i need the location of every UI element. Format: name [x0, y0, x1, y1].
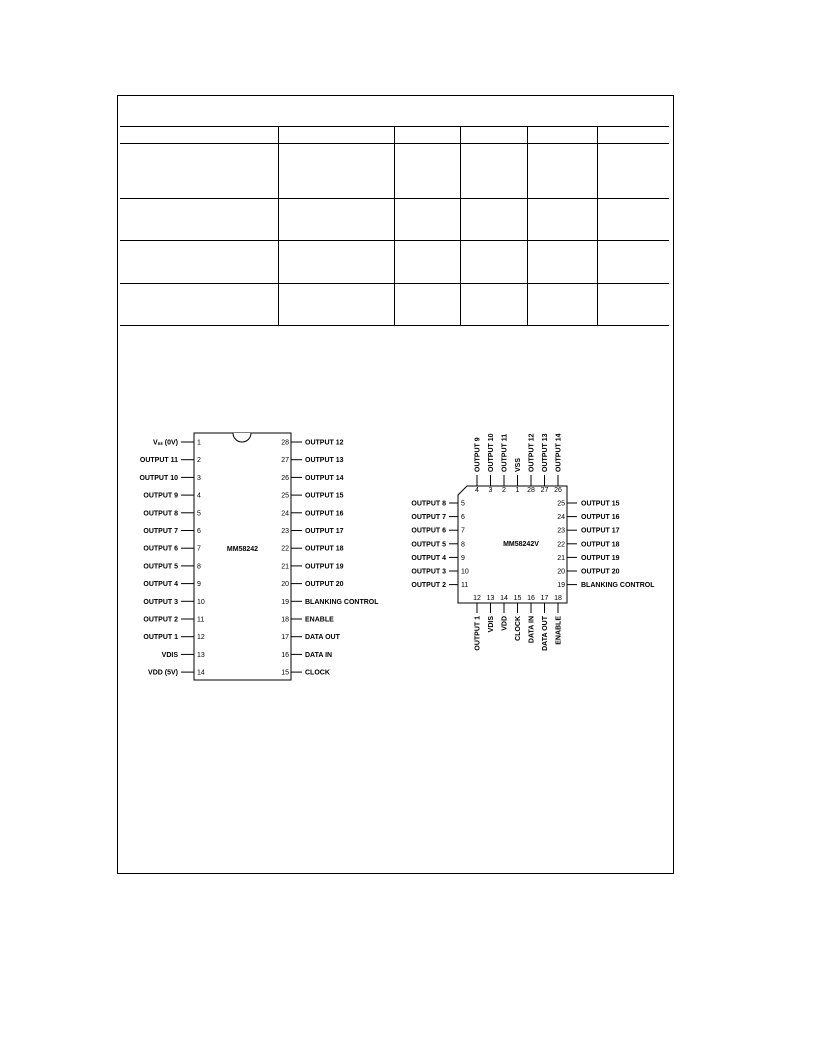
dip-pin-label: OUTPUT 8	[143, 510, 178, 518]
dip-pin-label: CLOCK	[305, 669, 330, 677]
dip-pin-number: 28	[281, 439, 289, 447]
dip-pin-number: 23	[281, 528, 289, 535]
dip-pin-number: 22	[281, 545, 289, 553]
plcc-pin-label: OUTPUT 15	[581, 500, 620, 508]
plcc-pin-number: 26	[554, 487, 562, 494]
dip-pin-number: 18	[281, 616, 289, 624]
dip-pin-label: DATA OUT	[305, 634, 340, 642]
dip-pin-label: OUTPUT 2	[143, 616, 178, 624]
plcc-pin-number: 14	[500, 595, 508, 602]
plcc-pin-number: 23	[557, 527, 565, 535]
plcc-pin-number: 15	[513, 595, 522, 602]
dip-pin-label: VDIS	[161, 651, 178, 659]
plcc-pin-number: 12	[473, 595, 481, 602]
plcc-pin-label: DATA IN	[528, 616, 536, 644]
dip-pin-number: 16	[281, 651, 289, 659]
plcc-pin-label: OUTPUT 10	[488, 433, 495, 472]
plcc-pin-number: 19	[557, 582, 565, 590]
plcc-pin-label: OUTPUT 4	[411, 554, 446, 562]
dip-pin-label: OUTPUT 12	[305, 439, 344, 447]
dip-chip-label: MM58242	[226, 546, 259, 553]
dip-pin-number: 17	[281, 634, 289, 642]
plcc-pin-number: 11	[461, 582, 469, 590]
dip-pin-label: OUTPUT 20	[305, 581, 344, 589]
dip-pin-number: 10	[197, 598, 205, 606]
plcc-pin-label: OUTPUT 6	[411, 527, 446, 535]
dip-pin-label: OUTPUT 6	[143, 545, 178, 553]
dip-pin-label: OUTPUT 13	[305, 457, 344, 465]
dip-pin-number: 3	[197, 474, 201, 482]
dip-pin-number: 12	[197, 634, 205, 642]
dip-pin-label: VDD (5V)	[148, 669, 178, 677]
plcc-pin-label: CLOCK	[515, 616, 522, 641]
dip-pin-label: OUTPUT 14	[305, 474, 344, 482]
plcc-package-diagram	[411, 433, 655, 650]
plcc-pin-number: 1	[515, 487, 520, 494]
plcc-pin-label: OUTPUT 9	[474, 437, 482, 472]
dip-pin-number: 4	[197, 492, 201, 500]
dip-pin-number: 6	[197, 528, 201, 535]
plcc-pin-number: 28	[527, 487, 535, 494]
dip-pin-label: OUTPUT 3	[143, 598, 178, 606]
plcc-pin-number: 21	[557, 554, 565, 562]
plcc-pin-number: 17	[540, 595, 549, 602]
plcc-pin-number: 9	[461, 554, 465, 562]
dip-pin-number: 21	[281, 563, 289, 571]
plcc-pin-number: 2	[502, 487, 506, 494]
plcc-pin-number: 18	[554, 595, 562, 602]
dip-pin-number: 2	[197, 457, 201, 465]
plcc-chip-label: MM58242V	[503, 541, 539, 548]
dip-pin-number: 13	[197, 651, 205, 659]
dip-pin-label: OUTPUT 10	[139, 474, 178, 482]
dip-pin-label: OUTPUT 15	[305, 492, 344, 500]
dip-body	[194, 433, 291, 680]
dip-pin-number: 7	[197, 545, 201, 553]
plcc-pin-number: 10	[461, 568, 469, 576]
dip-pin-label: OUTPUT 1	[143, 634, 178, 642]
plcc-pin-number: 4	[475, 487, 479, 494]
plcc-pin-label: VSS	[515, 457, 522, 472]
plcc-pin-number: 5	[461, 500, 465, 508]
plcc-pin-label: OUTPUT 20	[581, 568, 620, 576]
plcc-pin-number: 20	[557, 568, 565, 576]
dip-pin-label: OUTPUT 16	[305, 510, 344, 518]
dip-pin-label: OUTPUT 19	[305, 563, 344, 571]
dip-pin-number: 11	[197, 616, 205, 624]
dip-pin-label: DATA IN	[305, 651, 333, 659]
plcc-pin-label: OUTPUT 1	[474, 616, 482, 651]
dip-pin-number: 1	[197, 439, 201, 447]
plcc-pin-number: 8	[461, 541, 465, 549]
plcc-pin-label: OUTPUT 13	[542, 433, 549, 472]
dip-pin-label: OUTPUT 5	[143, 563, 178, 571]
plcc-pin-number: 22	[557, 541, 565, 549]
plcc-pin-label: OUTPUT 8	[411, 500, 446, 508]
dip-pin-label: OUTPUT 18	[305, 545, 344, 553]
dip-pin-number: 14	[197, 669, 205, 677]
plcc-pin-label: OUTPUT 12	[528, 433, 536, 472]
dip-notch	[233, 433, 251, 442]
dip-pin-number: 26	[281, 474, 289, 482]
dip-pin-label: Vₛₛ (0V)	[152, 439, 178, 447]
dip-pin-number: 5	[197, 510, 201, 518]
plcc-pin-number: 7	[461, 527, 465, 535]
dip-pin-label: OUTPUT 9	[143, 492, 178, 500]
plcc-pin-label: OUTPUT 17	[581, 527, 620, 535]
plcc-pin-label: BLANKING CONTROL	[581, 582, 655, 590]
dip-pin-number: 24	[281, 510, 289, 518]
dip-pin-label: ENABLE	[305, 616, 334, 624]
plcc-pin-label: DATA OUT	[542, 616, 549, 651]
plcc-pin-label: VDIS	[488, 616, 495, 633]
dip-pin-number: 8	[197, 563, 201, 571]
dip-pin-number: 9	[197, 581, 201, 589]
dip-package-diagram	[139, 433, 379, 680]
dip-pin-number: 19	[281, 598, 289, 606]
plcc-pin-label: OUTPUT 5	[411, 541, 446, 549]
dip-pin-number: 15	[281, 669, 289, 677]
dip-pin-label: OUTPUT 11	[139, 457, 178, 465]
plcc-pin-number: 16	[527, 595, 535, 602]
plcc-pin-number: 6	[461, 514, 465, 522]
plcc-pin-label: VDD	[501, 616, 509, 631]
plcc-pin-number: 25	[557, 500, 565, 508]
plcc-pin-label: OUTPUT 2	[411, 582, 446, 590]
plcc-pin-label: OUTPUT 11	[501, 433, 509, 472]
dip-pin-number: 20	[281, 581, 289, 589]
plcc-pin-label: ENABLE	[555, 616, 563, 645]
plcc-pin-number: 13	[486, 595, 495, 602]
dip-pin-label: OUTPUT 17	[305, 528, 344, 535]
dip-pin-label: OUTPUT 4	[143, 581, 178, 589]
dip-pin-number: 27	[281, 457, 289, 465]
plcc-pin-label: OUTPUT 18	[581, 541, 620, 549]
plcc-pin-label: OUTPUT 14	[555, 433, 563, 472]
plcc-pin-number: 3	[488, 487, 493, 494]
dip-pin-number: 25	[281, 492, 289, 500]
plcc-pin-label: OUTPUT 19	[581, 554, 620, 562]
plcc-pin-label: OUTPUT 16	[581, 514, 620, 522]
dip-pin-label: OUTPUT 7	[143, 528, 178, 535]
plcc-pin-number: 27	[540, 487, 549, 494]
plcc-pin-label: OUTPUT 7	[411, 514, 446, 522]
plcc-pin-label: OUTPUT 3	[411, 568, 446, 576]
dip-pin-label: BLANKING CONTROL	[305, 598, 379, 606]
plcc-pin-number: 24	[557, 514, 565, 522]
